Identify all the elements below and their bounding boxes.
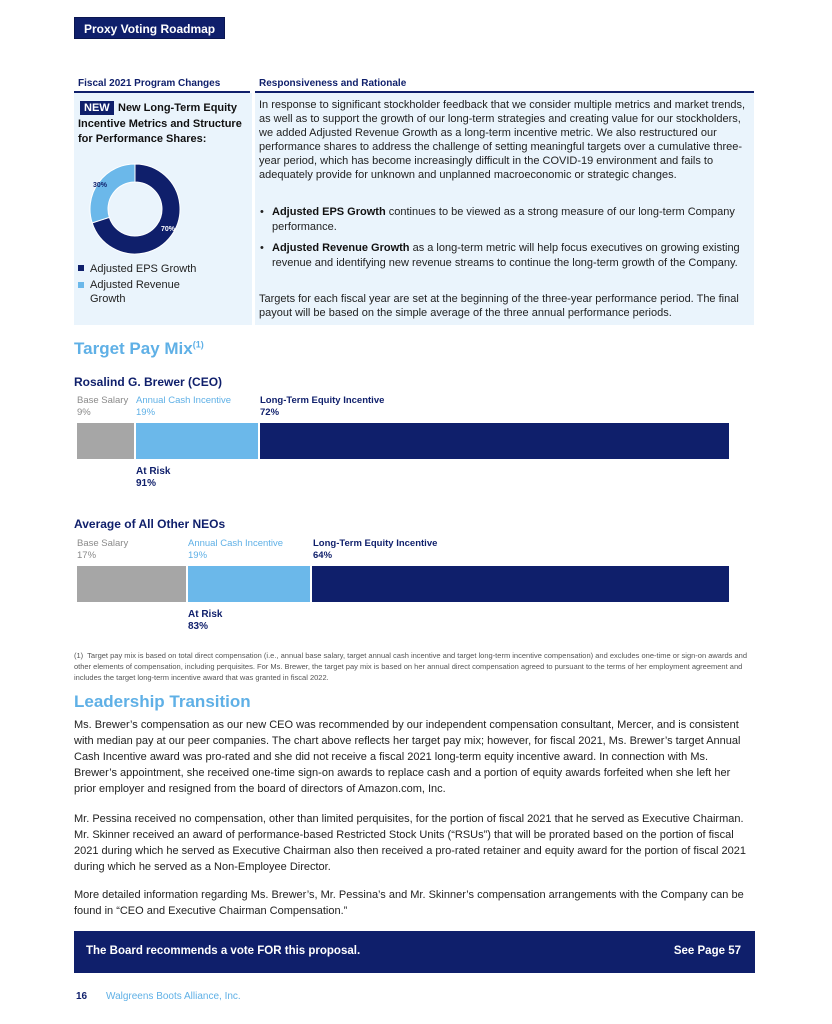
leadership-paragraph-2: Mr. Pessina received no compensation, other than limited perquisites, for the portion of fiscal 2021 that he served as Executive Chairman. Mr. Skinner received an award of performance-based Restricted Stock Units (“RSUs”) that will be prorated based on the portion of fiscal 2021 during which he served as Executive Chairman also then received a pro-rated retainer and equity award for the portion of fiscal 2021 during which he served as a Non-Employee Director. [74,813,746,873]
neo-stacked-bar [77,566,729,602]
ceo-lt-equity-cat: Long-Term Equity Incentive [260,395,385,406]
bullet-revenue: • Adjusted Revenue Growth as a long-term metric will help focus executives on growing existing revenue and identifying new revenue streams to continue the long-term growth of the Company. [260,242,740,269]
ceo-base-salary-cat: Base Salary [77,395,129,406]
col1-heading: Fiscal 2021 Program Changes [78,78,221,89]
footnote-ref: (1) [192,339,204,350]
neo-lt-equity-label [313,538,437,562]
panel-divider [252,93,255,325]
ceo-annual-cash-value: 19% [136,407,156,418]
legend-item-revenue [78,278,218,306]
neo-bar-lt-equity [312,566,729,602]
ceo-lt-equity-value: 72% [260,407,280,418]
recommendation-text: The Board recommends a vote FOR this proposal. [86,945,361,957]
neo-annual-cash-cat: Annual Cash Incentive [188,538,284,549]
ceo-bar-base-salary [77,423,134,459]
neo-lt-equity-cat: Long-Term Equity Incentive [313,538,438,549]
neo-at-risk [188,609,222,633]
ceo-stacked-bar [77,423,729,459]
ceo-chart-title: Rosalind G. Brewer (CEO) [74,375,223,389]
neo-bar-base-salary [77,566,186,602]
see-page-link[interactable]: See Page 57 [673,945,741,957]
ceo-base-salary-value: 9% [77,407,91,418]
neo-base-salary-label [77,538,128,562]
board-recommendation-banner [74,931,755,973]
target-pay-mix-heading [74,339,204,359]
bullet-revenue-bold: Adjusted Revenue Growth [272,242,410,254]
leadership-paragraph-3: More detailed information regarding Ms. Brewer’s, Mr. Pessina’s and Mr. Skinner’s compensation arrangements with the Company can be found in “CEO and Executive Chairman Compensation.” [74,889,744,917]
bullet-revenue-text: as a long-term metric will help focus executives on growing existing revenue and identifying new revenue streams to continue the long-term growth of the Company. [272,242,740,269]
ceo-lt-equity-label [260,395,384,419]
target-pay-mix-heading-text: Target Pay Mix [74,339,193,358]
bullet-eps-bold: Adjusted EPS Growth [272,206,386,218]
program-change-title: New Long-Term Equity Incentive Metrics and Structure for Performance Shares: [78,102,242,145]
donut-label-revenue: 30% [93,182,108,189]
neo-at-risk-value: 83% [188,621,209,632]
neo-lt-equity-value: 64% [313,550,333,561]
section-tag: Proxy Voting Roadmap [74,17,225,39]
neo-annual-cash-label [188,538,283,562]
neo-base-salary-cat: Base Salary [77,538,129,549]
neo-chart-title: Average of All Other NEOs [74,517,226,531]
ceo-bar-annual-cash [136,423,258,459]
neo-annual-cash-value: 19% [188,550,208,561]
ceo-at-risk-value: 91% [136,478,157,489]
legend-swatch-eps [78,265,84,271]
metric-donut-chart [84,158,186,260]
neo-bar-annual-cash [188,566,310,602]
ceo-at-risk-label: At Risk [136,466,171,477]
leadership-heading: Leadership Transition [74,692,251,711]
bullet-eps: • Adjusted EPS Growth continues to be viewed as a strong measure of our long-term Company performance. [260,206,735,233]
rationale-intro: In response to significant stockholder feedback that we consider multiple metrics and market trends, as well as to support the growth of our long-term strategies and creating value for our stockholders, we added Adjusted Revenue Growth as a long-term incentive metric. We also restructured our performance shares to address the challenge of setting meaningful targets over a cumulative three-year period, which has become increasingly difficult in the COVID-19 environment and fails to adequately provide for unknown and unplanned macroeconomic or strategic changes. [259,99,746,181]
ceo-annual-cash-cat: Annual Cash Incentive [136,395,232,406]
legend-label-eps: Adjusted EPS Growth [90,263,197,275]
bullet-eps-text: continues to be viewed as a strong measure of our long-term Company performance. [272,206,735,233]
page-number: 16 [76,991,88,1002]
legend-item-eps [78,262,196,276]
footnote-marker: (1) [74,651,84,660]
rationale-closing: Targets for each fiscal year are set at the beginning of the three-year performance period. The final payout will be based on the simple average of the three annual performance periods. [259,293,739,319]
donut-slice-revenue [90,164,135,223]
footnote-text: Target pay mix is based on total direct compensation (i.e., annual base salary, target annual cash incentive and target long-term incentive compensation) and excludes one-time or sign-on awards and other elements of compensation, including perquisites. For Ms. Brewer, the target pay mix is based on her annual direct compensation agreed to pursuant to the terms of her employment agreement and includes the target long-term incentive award that was granted in fiscal 2022. [74,651,747,682]
neo-base-salary-value: 17% [77,550,97,561]
ceo-bar-lt-equity [260,423,729,459]
legend-label-revenue: Adjusted Revenue Growth [90,279,180,305]
neo-at-risk-label: At Risk [188,609,223,620]
footer-company: Walgreens Boots Alliance, Inc. [106,991,241,1002]
donut-label-eps: 70% [161,226,176,233]
col2-heading: Responsiveness and Rationale [259,78,407,89]
pay-mix-footnote [74,650,754,683]
legend-swatch-revenue [78,282,84,288]
new-badge: NEW [80,101,114,115]
leadership-paragraph-1: Ms. Brewer’s compensation as our new CEO was recommended by our independent compensation consultant, Mercer, and is consistent with median pay at our peer companies. The chart above reflects her target pay mix; however, for fiscal 2021, Ms. Brewer’s target Annual Cash Incentive award was pro-rated and she did not receive a fiscal 2021 long-term equity incentive award. In connection with Ms. Brewer’s appointment, she received one-time sign-on awards to replace cash and a portion of equity awards forfeited when she left her prior employer and resigned from the board of directors of Amazon.com, Inc. [74,719,741,795]
ceo-annual-cash-label [136,395,231,419]
ceo-base-salary-label [77,395,128,419]
ceo-at-risk [136,466,170,490]
